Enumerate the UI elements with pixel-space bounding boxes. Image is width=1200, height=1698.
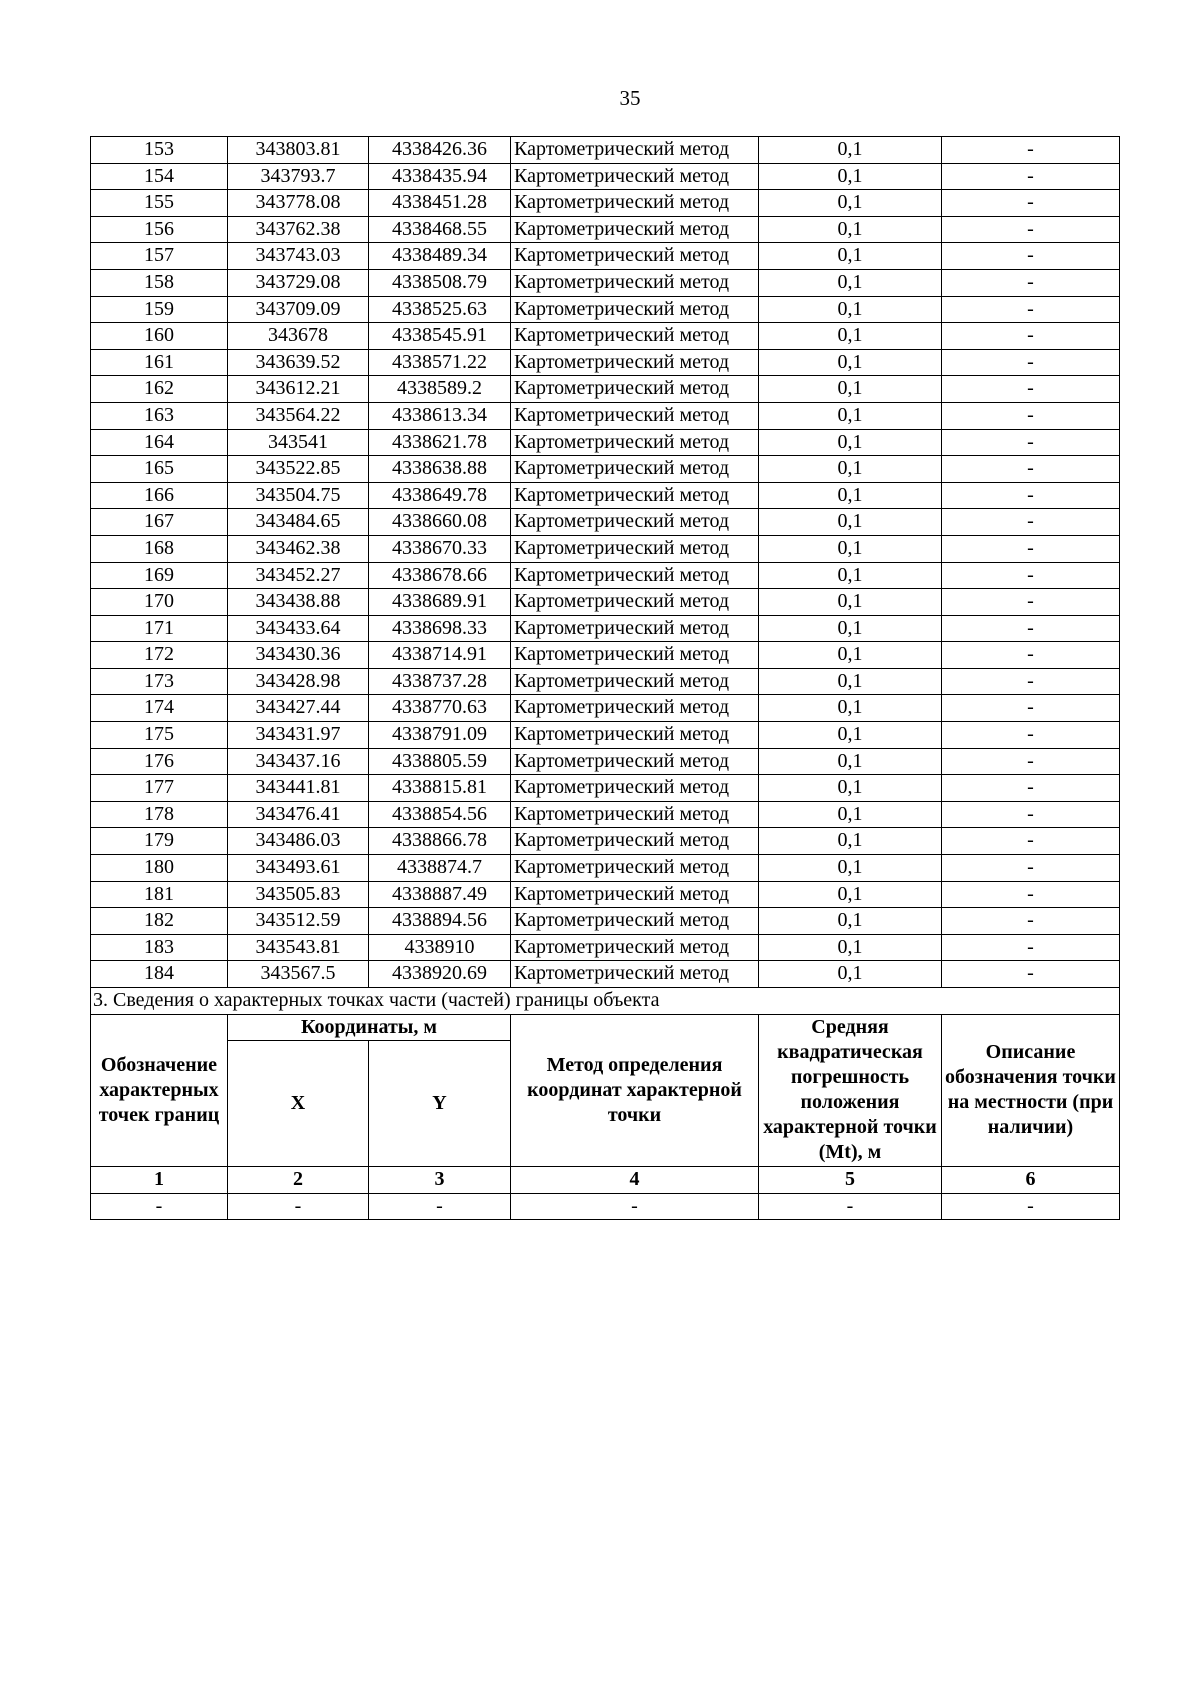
point-number-cell: 162 — [91, 376, 228, 403]
table-row — [91, 695, 1120, 722]
description-cell: - — [942, 349, 1120, 376]
y-coordinate-cell: 4338508.79 — [369, 269, 511, 296]
method-cell: Картометрический метод — [511, 402, 759, 429]
empty-cell: - — [369, 1193, 511, 1220]
method-cell: Картометрический метод — [511, 615, 759, 642]
description-cell: - — [942, 855, 1120, 882]
point-number-cell: 161 — [91, 349, 228, 376]
point-number-cell: 155 — [91, 190, 228, 217]
error-cell: 0,1 — [759, 456, 942, 483]
point-number-cell: 183 — [91, 934, 228, 961]
y-coordinate-cell: 4338426.36 — [369, 137, 511, 164]
empty-cell: - — [91, 1193, 228, 1220]
y-coordinate-cell: 4338468.55 — [369, 216, 511, 243]
error-cell: 0,1 — [759, 376, 942, 403]
error-cell: 0,1 — [759, 535, 942, 562]
table-row — [91, 190, 1120, 217]
table-row — [91, 668, 1120, 695]
description-cell: - — [942, 775, 1120, 802]
method-cell: Картометрический метод — [511, 163, 759, 190]
x-coordinate-cell: 343484.65 — [228, 509, 369, 536]
x-coordinate-cell: 343427.44 — [228, 695, 369, 722]
point-number-cell: 156 — [91, 216, 228, 243]
description-cell: - — [942, 562, 1120, 589]
x-coordinate-cell: 343428.98 — [228, 668, 369, 695]
y-coordinate-cell: 4338854.56 — [369, 801, 511, 828]
error-cell: 0,1 — [759, 801, 942, 828]
x-coordinate-cell: 343486.03 — [228, 828, 369, 855]
description-cell: - — [942, 429, 1120, 456]
y-coordinate-cell: 4338621.78 — [369, 429, 511, 456]
x-coordinate-cell: 343441.81 — [228, 775, 369, 802]
table-row — [91, 961, 1120, 988]
header-coords: Координаты, м — [228, 1014, 511, 1041]
y-coordinate-cell: 4338737.28 — [369, 668, 511, 695]
point-number-cell: 182 — [91, 908, 228, 935]
y-coordinate-cell: 4338770.63 — [369, 695, 511, 722]
error-cell: 0,1 — [759, 562, 942, 589]
method-cell: Картометрический метод — [511, 243, 759, 270]
column-number: 6 — [942, 1167, 1120, 1194]
table-row — [91, 589, 1120, 616]
method-cell: Картометрический метод — [511, 562, 759, 589]
point-number-cell: 166 — [91, 482, 228, 509]
table-row — [91, 881, 1120, 908]
description-cell: - — [942, 216, 1120, 243]
description-cell: - — [942, 934, 1120, 961]
description-cell: - — [942, 137, 1120, 164]
point-number-cell: 164 — [91, 429, 228, 456]
table-row — [91, 296, 1120, 323]
error-cell: 0,1 — [759, 190, 942, 217]
table-row — [91, 323, 1120, 350]
empty-cell: - — [228, 1193, 369, 1220]
table-row — [91, 137, 1120, 164]
point-number-cell: 178 — [91, 801, 228, 828]
method-cell: Картометрический метод — [511, 908, 759, 935]
empty-data-row — [91, 1193, 1120, 1220]
y-coordinate-cell: 4338689.91 — [369, 589, 511, 616]
point-number-cell: 172 — [91, 642, 228, 669]
header-y: Y — [369, 1041, 511, 1167]
table-row — [91, 642, 1120, 669]
point-number-cell: 174 — [91, 695, 228, 722]
error-cell: 0,1 — [759, 402, 942, 429]
description-cell: - — [942, 376, 1120, 403]
error-cell: 0,1 — [759, 908, 942, 935]
x-coordinate-cell: 343452.27 — [228, 562, 369, 589]
point-number-cell: 168 — [91, 535, 228, 562]
table-row — [91, 801, 1120, 828]
page-number: 35 — [619, 86, 641, 110]
table-row — [91, 934, 1120, 961]
point-number-cell: 160 — [91, 323, 228, 350]
method-cell: Картометрический метод — [511, 642, 759, 669]
header-x: X — [228, 1041, 369, 1167]
description-cell: - — [942, 509, 1120, 536]
column-number: 3 — [369, 1167, 511, 1194]
error-cell: 0,1 — [759, 828, 942, 855]
description-cell: - — [942, 908, 1120, 935]
error-cell: 0,1 — [759, 269, 942, 296]
error-cell: 0,1 — [759, 349, 942, 376]
description-cell: - — [942, 535, 1120, 562]
x-coordinate-cell: 343505.83 — [228, 881, 369, 908]
method-cell: Картометрический метод — [511, 589, 759, 616]
x-coordinate-cell: 343564.22 — [228, 402, 369, 429]
x-coordinate-cell: 343462.38 — [228, 535, 369, 562]
y-coordinate-cell: 4338489.34 — [369, 243, 511, 270]
description-cell: - — [942, 163, 1120, 190]
x-coordinate-cell: 343476.41 — [228, 801, 369, 828]
x-coordinate-cell: 343762.38 — [228, 216, 369, 243]
y-coordinate-cell: 4338714.91 — [369, 642, 511, 669]
method-cell: Картометрический метод — [511, 934, 759, 961]
description-cell: - — [942, 801, 1120, 828]
description-cell: - — [942, 243, 1120, 270]
error-cell: 0,1 — [759, 668, 942, 695]
description-cell: - — [942, 615, 1120, 642]
y-coordinate-cell: 4338698.33 — [369, 615, 511, 642]
point-number-cell: 181 — [91, 881, 228, 908]
point-number-cell: 167 — [91, 509, 228, 536]
header-point: Обозначение характерных точек границ — [91, 1014, 228, 1167]
description-cell: - — [942, 456, 1120, 483]
table-row — [91, 269, 1120, 296]
point-number-cell: 169 — [91, 562, 228, 589]
description-cell: - — [942, 722, 1120, 749]
error-cell: 0,1 — [759, 137, 942, 164]
point-number-cell: 159 — [91, 296, 228, 323]
table-row — [91, 376, 1120, 403]
point-number-cell: 165 — [91, 456, 228, 483]
description-cell: - — [942, 269, 1120, 296]
x-coordinate-cell: 343433.64 — [228, 615, 369, 642]
data-rows — [91, 137, 1120, 988]
y-coordinate-cell: 4338910 — [369, 934, 511, 961]
y-coordinate-cell: 4338866.78 — [369, 828, 511, 855]
method-cell: Картометрический метод — [511, 349, 759, 376]
column-number: 2 — [228, 1167, 369, 1194]
error-cell: 0,1 — [759, 509, 942, 536]
method-cell: Картометрический метод — [511, 269, 759, 296]
method-cell: Картометрический метод — [511, 748, 759, 775]
table-row — [91, 429, 1120, 456]
description-cell: - — [942, 828, 1120, 855]
method-cell: Картометрический метод — [511, 535, 759, 562]
x-coordinate-cell: 343522.85 — [228, 456, 369, 483]
table-row — [91, 349, 1120, 376]
x-coordinate-cell: 343612.21 — [228, 376, 369, 403]
section-title-row — [91, 988, 1120, 1015]
point-number-cell: 170 — [91, 589, 228, 616]
y-coordinate-cell: 4338571.22 — [369, 349, 511, 376]
y-coordinate-cell: 4338805.59 — [369, 748, 511, 775]
x-coordinate-cell: 343678 — [228, 323, 369, 350]
x-coordinate-cell: 343543.81 — [228, 934, 369, 961]
x-coordinate-cell: 343803.81 — [228, 137, 369, 164]
table-row — [91, 855, 1120, 882]
description-cell: - — [942, 296, 1120, 323]
point-number-cell: 153 — [91, 137, 228, 164]
x-coordinate-cell: 343729.08 — [228, 269, 369, 296]
coordinates-table — [90, 136, 1120, 1220]
description-cell: - — [942, 642, 1120, 669]
method-cell: Картометрический метод — [511, 881, 759, 908]
table-row — [91, 456, 1120, 483]
method-cell: Картометрический метод — [511, 509, 759, 536]
header-method: Метод определения координат характерной точки — [511, 1014, 759, 1167]
error-cell: 0,1 — [759, 323, 942, 350]
section-title: 3. Сведения о характерных точках части (частей) границы объекта — [91, 988, 1120, 1015]
y-coordinate-cell: 4338545.91 — [369, 323, 511, 350]
point-number-cell: 175 — [91, 722, 228, 749]
y-coordinate-cell: 4338435.94 — [369, 163, 511, 190]
error-cell: 0,1 — [759, 163, 942, 190]
x-coordinate-cell: 343438.88 — [228, 589, 369, 616]
x-coordinate-cell: 343743.03 — [228, 243, 369, 270]
point-number-cell: 171 — [91, 615, 228, 642]
method-cell: Картометрический метод — [511, 137, 759, 164]
method-cell: Картометрический метод — [511, 456, 759, 483]
error-cell: 0,1 — [759, 429, 942, 456]
y-coordinate-cell: 4338887.49 — [369, 881, 511, 908]
x-coordinate-cell: 343541 — [228, 429, 369, 456]
header-row — [91, 1014, 1120, 1041]
error-cell: 0,1 — [759, 695, 942, 722]
error-cell: 0,1 — [759, 642, 942, 669]
method-cell: Картометрический метод — [511, 429, 759, 456]
method-cell: Картометрический метод — [511, 722, 759, 749]
error-cell: 0,1 — [759, 748, 942, 775]
description-cell: - — [942, 190, 1120, 217]
y-coordinate-cell: 4338678.66 — [369, 562, 511, 589]
y-coordinate-cell: 4338525.63 — [369, 296, 511, 323]
table-row — [91, 509, 1120, 536]
table-row — [91, 748, 1120, 775]
x-coordinate-cell: 343778.08 — [228, 190, 369, 217]
point-number-cell: 158 — [91, 269, 228, 296]
x-coordinate-cell: 343793.7 — [228, 163, 369, 190]
description-cell: - — [942, 961, 1120, 988]
x-coordinate-cell: 343512.59 — [228, 908, 369, 935]
table-row — [91, 535, 1120, 562]
x-coordinate-cell: 343504.75 — [228, 482, 369, 509]
column-number: 4 — [511, 1167, 759, 1194]
method-cell: Картометрический метод — [511, 775, 759, 802]
point-number-cell: 163 — [91, 402, 228, 429]
method-cell: Картометрический метод — [511, 828, 759, 855]
empty-cell: - — [942, 1193, 1120, 1220]
error-cell: 0,1 — [759, 722, 942, 749]
method-cell: Картометрический метод — [511, 855, 759, 882]
x-coordinate-cell: 343430.36 — [228, 642, 369, 669]
method-cell: Картометрический метод — [511, 482, 759, 509]
x-coordinate-cell: 343639.52 — [228, 349, 369, 376]
y-coordinate-cell: 4338613.34 — [369, 402, 511, 429]
y-coordinate-cell: 4338649.78 — [369, 482, 511, 509]
description-cell: - — [942, 748, 1120, 775]
description-cell: - — [942, 482, 1120, 509]
x-coordinate-cell: 343437.16 — [228, 748, 369, 775]
method-cell: Картометрический метод — [511, 296, 759, 323]
table-row — [91, 722, 1120, 749]
column-number: 1 — [91, 1167, 228, 1194]
y-coordinate-cell: 4338894.56 — [369, 908, 511, 935]
y-coordinate-cell: 4338920.69 — [369, 961, 511, 988]
description-cell: - — [942, 668, 1120, 695]
method-cell: Картометрический метод — [511, 216, 759, 243]
point-number-cell: 157 — [91, 243, 228, 270]
point-number-cell: 176 — [91, 748, 228, 775]
method-cell: Картометрический метод — [511, 695, 759, 722]
error-cell: 0,1 — [759, 775, 942, 802]
error-cell: 0,1 — [759, 482, 942, 509]
table-row — [91, 482, 1120, 509]
y-coordinate-cell: 4338874.7 — [369, 855, 511, 882]
method-cell: Картометрический метод — [511, 961, 759, 988]
point-number-cell: 184 — [91, 961, 228, 988]
error-cell: 0,1 — [759, 296, 942, 323]
method-cell: Картометрический метод — [511, 801, 759, 828]
method-cell: Картометрический метод — [511, 668, 759, 695]
description-cell: - — [942, 323, 1120, 350]
description-cell: - — [942, 881, 1120, 908]
method-cell: Картометрический метод — [511, 190, 759, 217]
table-row — [91, 775, 1120, 802]
table-row — [91, 615, 1120, 642]
header-description: Описание обозначения точки на местности (при наличии) — [942, 1014, 1120, 1167]
description-cell: - — [942, 402, 1120, 429]
error-cell: 0,1 — [759, 881, 942, 908]
table-row — [91, 243, 1120, 270]
point-number-cell: 173 — [91, 668, 228, 695]
column-number: 5 — [759, 1167, 942, 1194]
method-cell: Картометрический метод — [511, 376, 759, 403]
y-coordinate-cell: 4338660.08 — [369, 509, 511, 536]
table-row — [91, 562, 1120, 589]
y-coordinate-cell: 4338815.81 — [369, 775, 511, 802]
point-number-cell: 177 — [91, 775, 228, 802]
method-cell: Картометрический метод — [511, 323, 759, 350]
table-row — [91, 216, 1120, 243]
empty-cell: - — [759, 1193, 942, 1220]
y-coordinate-cell: 4338791.09 — [369, 722, 511, 749]
point-number-cell: 180 — [91, 855, 228, 882]
table-row — [91, 828, 1120, 855]
error-cell: 0,1 — [759, 216, 942, 243]
error-cell: 0,1 — [759, 615, 942, 642]
y-coordinate-cell: 4338451.28 — [369, 190, 511, 217]
table-row — [91, 908, 1120, 935]
error-cell: 0,1 — [759, 961, 942, 988]
table-row — [91, 402, 1120, 429]
error-cell: 0,1 — [759, 243, 942, 270]
point-number-cell: 179 — [91, 828, 228, 855]
error-cell: 0,1 — [759, 855, 942, 882]
header-error: Средняя квадратическая погрешность положения характерной точки (Mt), м — [759, 1014, 942, 1167]
empty-cell: - — [511, 1193, 759, 1220]
x-coordinate-cell: 343709.09 — [228, 296, 369, 323]
x-coordinate-cell: 343493.61 — [228, 855, 369, 882]
x-coordinate-cell: 343431.97 — [228, 722, 369, 749]
y-coordinate-cell: 4338638.88 — [369, 456, 511, 483]
description-cell: - — [942, 589, 1120, 616]
point-number-cell: 154 — [91, 163, 228, 190]
y-coordinate-cell: 4338589.2 — [369, 376, 511, 403]
error-cell: 0,1 — [759, 934, 942, 961]
error-cell: 0,1 — [759, 589, 942, 616]
table-row — [91, 163, 1120, 190]
column-numbers-row — [91, 1167, 1120, 1194]
description-cell: - — [942, 695, 1120, 722]
y-coordinate-cell: 4338670.33 — [369, 535, 511, 562]
x-coordinate-cell: 343567.5 — [228, 961, 369, 988]
